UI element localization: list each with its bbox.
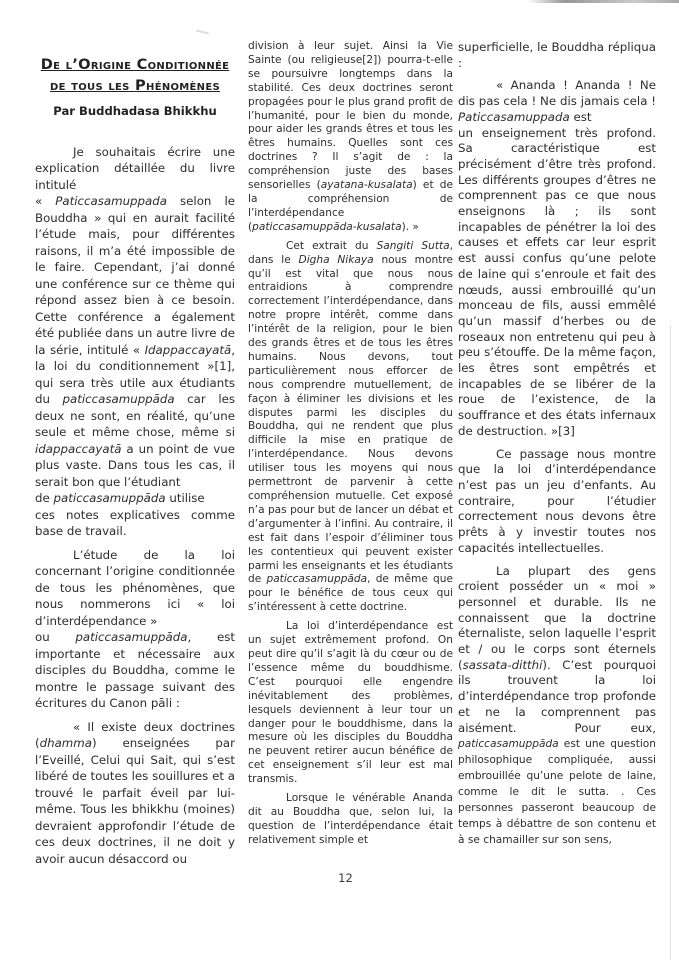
paragraph [248, 620, 453, 787]
article-title-line1: De l’Origine Conditionnée [40, 56, 230, 73]
text-run: paticcasamuppāda [53, 491, 166, 505]
text-run: Sangiti Sutta [376, 239, 450, 252]
scan-artifact-top-bar [527, 0, 679, 3]
text-run: paticcasamuppāda [62, 392, 175, 406]
text-run: Pour eux, [574, 720, 656, 735]
scan-artifact-smudge [196, 29, 209, 34]
text-run: dhamma [39, 736, 93, 750]
text-run: selon le Bouddha » qui en aurait facilité l’étude mais, pour différentes raisons, il m’a été impossible de le faire. Cependant, j’ai donné une conférence sur ce thème qui répond assez bien à ce besoin. Cette conférence a également été publiée dans un autre livre de la série, intitulé « [35, 194, 235, 357]
text-run: paticcasamuppāda-kusalata [252, 220, 402, 233]
paragraph [458, 40, 656, 71]
text-run: ). C’est pourquoi ils trouvent la loi d’interdépendance trop profonde et ne la comprennent pas aisément. [458, 657, 656, 735]
text-run: nous montre qu’il est vital que nous nous entraidions à comprendre correctement l’interdépendance, dans notre propre intérêt, comme dans l’intérêt de la religion, pour le bien des grands êtres et de tous les êtres humains. Nous devons, tout particulièrement nous efforcer de nous comprendre mutuellement, de façon à éliminer les divisions et les disputes parmi les disciples du Bouddha, qui ne rendent que plus difficile la mise en pratique de l’interdépendance. Nous devons utiliser tous les moyens qui nous permettront de parvenir à cette compréhension mutuelle. Cet exposé n’a pas pour but de lancer un débat et d’argumenter à l’infini. Au contraire, il est fait dans l’espoir d’éliminer tous les contentieux qui peuvent exister parmi les enseignants et les étudiants de [248, 253, 453, 586]
text-run: superficielle, le Bouddha répliqua : [458, 40, 656, 70]
text-run: sassata-ditthi [462, 657, 543, 672]
text-run: a un point de vue plus vaste. Dans tous les cas, il serait bon que l’étudiant [35, 441, 235, 489]
page-content [35, 40, 656, 874]
column-left [35, 40, 235, 874]
text-run: , de même que pour le bénéfice de tous ceux qui s’intéressent à cette doctrine. [248, 573, 453, 614]
text-run: , est importante et nécessaire aux disciples du Bouddha, comme le montre le passage suivant des écritures du Canon pāli : [35, 630, 235, 710]
text-run: La loi d’interdépendance est un sujet extrêmement profond. On peut dire qu’il s’agit là du cœur ou de l’essence même du bouddhisme. C’est pourquoi elle engendre inévitablement des problèmes, lesquels deviennent à leur tour un danger pour le bouddhisme, dans la mesure où les disciples du Bouddha ne peuvent retirer aucun bénéfice de cet enseignement s’il leur est mal transmis. [248, 620, 453, 786]
text-run: L’étude de la loi concernant l’origine conditionnée de tous les phénomènes, que nous nommerons ici « loi d’interdépendance » [35, 547, 235, 628]
paragraph [458, 564, 656, 848]
text-run: de [35, 491, 54, 505]
text-run: ces notes explicatives comme base de travail. [35, 507, 235, 538]
paragraph [458, 78, 656, 439]
paragraph [35, 719, 235, 868]
text-run: est une question philosophique compliquée, aussi embrouillée qu’une pelote de laine, comme le dit le sutta. . Ces personnes passeront beaucoup de temps à débattre de son contenu et à se chamailler sur son sens, [458, 738, 656, 846]
text-run: Cet extrait du [286, 239, 377, 252]
text-run: Lorsque le vénérable Ananda dit au Bouddha que, selon lui, la question de l’interdépendance était relativement simple et [248, 792, 453, 846]
text-run: ) enseignées par l’Eveillé, Celui qui Sait, qui s’est libéré de toutes les souillures et a trouvé le parfait éveil par lui-même. Tous les bhikkhu (moines) devraient approfondir l’étude de ces deux doctrines, il ne doit y avoir aucun désaccord ou [35, 736, 235, 866]
text-run: car les deux ne sont, en réalité, qu’une seule et même chose, même si [35, 392, 235, 439]
paragraph [248, 40, 453, 235]
text-run: paticcasamuppāda [458, 738, 559, 751]
text-run: ) et de la compréhension de l’interdépendance ( [248, 179, 453, 233]
text-run: , dans le [248, 239, 453, 266]
paragraph [458, 447, 656, 557]
text-run: « [35, 194, 56, 208]
text-run: paticcasamuppāda [75, 630, 188, 644]
column-middle [248, 40, 453, 853]
text-run: utilise [165, 491, 205, 505]
paragraph [35, 144, 235, 540]
text-run: idappaccayatā [35, 441, 122, 456]
text-run: « Ananda ! Ananda ! Ne dis pas cela ! Ne dis jamais cela ! [458, 78, 656, 109]
text-run: La plupart des gens croient posséder un « moi » personnel et durable. Ils ne connaissent que la doctrine éternaliste, selon laquelle l’esprit et / ou le corps sont éternels ( [458, 563, 656, 672]
text-run: , la loi du conditionnement »[1], qui sera très utile aux étudiants du [35, 342, 235, 406]
text-run: Digha Nikaya [298, 253, 374, 266]
paragraph [248, 240, 453, 615]
text-run: paticcasamuppāda [266, 573, 368, 586]
paragraph [248, 792, 453, 848]
text-run: un enseignement très profond. Sa caractéristique est précisément d’être très profond. Les différents groupes d’êtres ne comprennent pas ce que nous enseignons là ; ils sont incapables de pénétrer la loi des causes et effets car leur esprit est aussi confus qu’une pelote de laine qui s’enroule et fait des nœuds, aussi embrouillé qu’un monceau de fils, aussi emmêlé qu’un massif d’herbes ou de roseaux non entretenu qui peu à peu s’étouffe. De la même façon, les êtres sont empêtrés et incapables de se libérer de la roue de l’existence, de la souffrance et des états infernaux de destruction. »[3] [458, 125, 656, 438]
article-byline: Par Buddhadasa Bhikkhu [53, 104, 217, 118]
column-right [458, 40, 656, 855]
text-run: ayatana-kusalata [320, 179, 413, 192]
article-title-line2: de tous les Phénomènes [50, 77, 220, 94]
page-number: 12 [338, 871, 353, 885]
text-run: « Il existe deux doctrines ( [35, 719, 235, 750]
text-run: division à leur sujet. Ainsi la Vie Sainte (ou religieuse[2]) pourra-t-elle se poursuivre longtemps dans la stabilité. Ces deux doctrines seront propagées pour le plus grand profit de l’humanité, pour le bien du monde, pour aider les grands êtres et tous les êtres humains. Quelles sont ces doctrines ? Il s’agit de : la compréhension juste des bases sensorielles ( [248, 40, 453, 192]
article-header [35, 54, 235, 120]
text-run: Je souhaitais écrire une explication détaillée du livre intitulé [35, 144, 235, 192]
text-run: est [569, 109, 592, 124]
text-run: Ce passage nous montre que la loi d’interdépendance n’est pas un jeu d’enfants. Au contraire, pour l’étudier correctement nous devons être prêts à y investir toutes nos capacités intellectuelles. [458, 446, 656, 555]
text-run: ou [35, 630, 76, 644]
text-run: ). » [401, 220, 419, 233]
scan-artifact-right-edge [670, 325, 671, 960]
text-run: Idappaccayatā [144, 342, 232, 357]
paragraph [35, 547, 235, 712]
text-run: Paticcasamuppada [458, 109, 570, 124]
text-run: Paticcasamuppada [55, 194, 167, 208]
